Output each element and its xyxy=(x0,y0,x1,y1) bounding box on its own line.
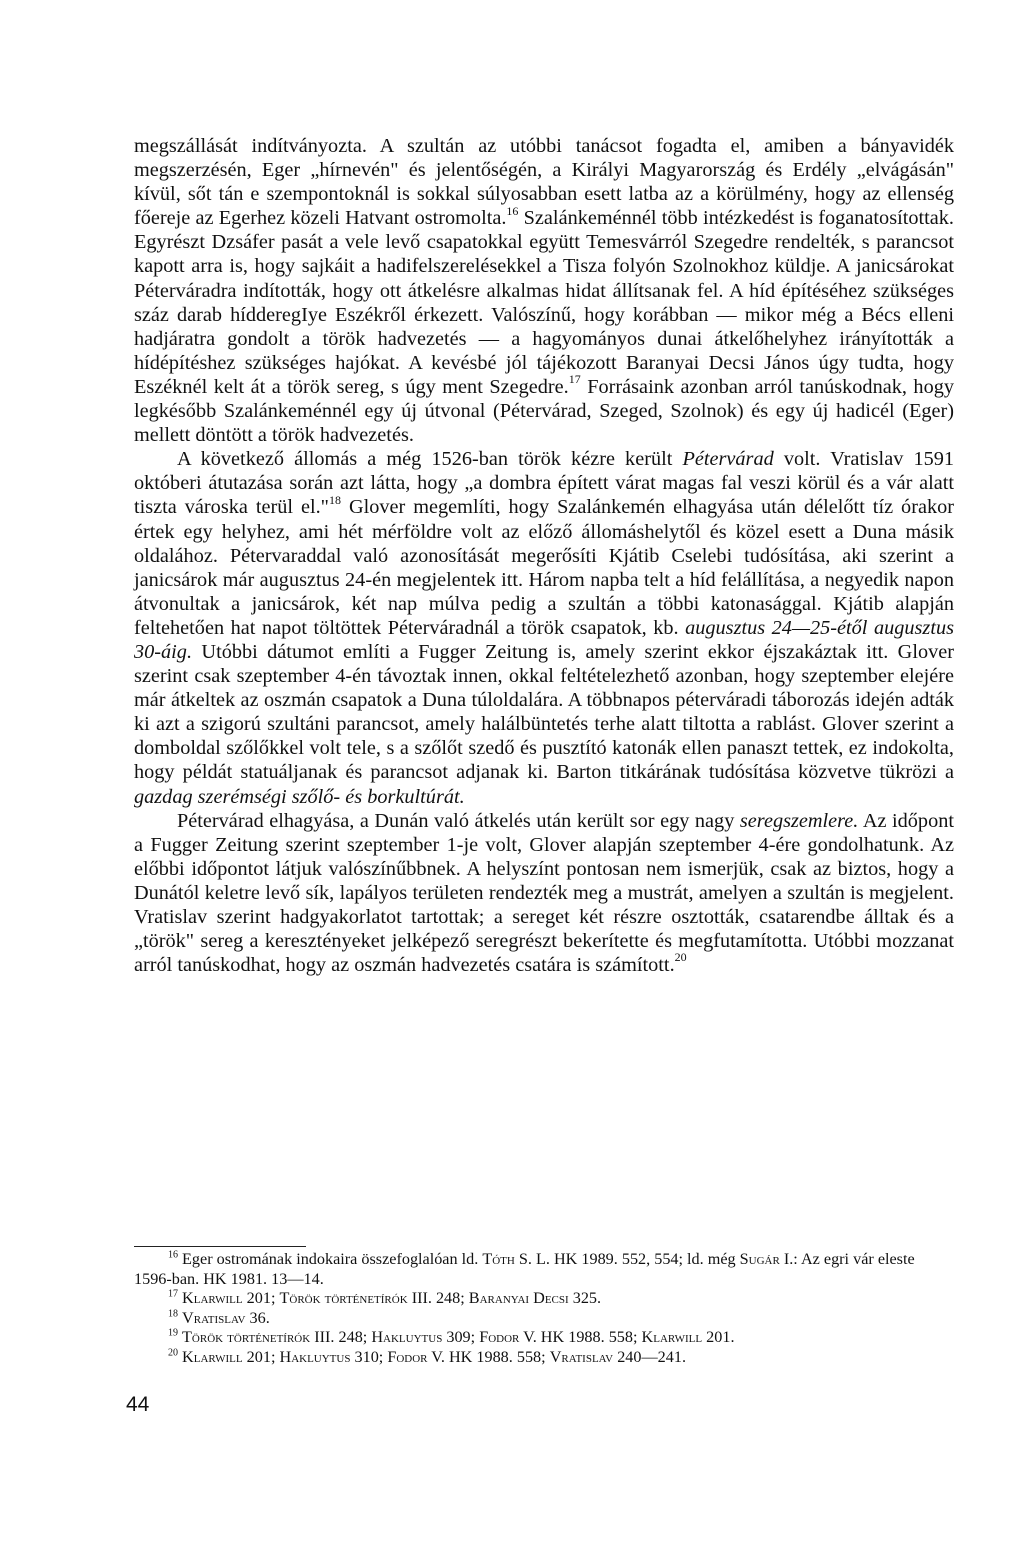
paragraph-2-italic-a: Pétervárad xyxy=(682,448,774,471)
footnote-text: 201. xyxy=(702,1328,735,1347)
footnote-16 xyxy=(134,1250,954,1289)
paragraph-1-text-b: Szalánkeménnél több intézkedést is foganatosítottak. Egyrészt Dzsáfer pasát a vele levő csapatokkal együtt Temesvárról Szegedre rendelték, s parancsot kapott arra is, hogy sajkáit a hadifelszerelésekkel a Tisza folyón Szolnokhoz küldje. A janicsárokat Péterváradra indították, hogy ott átkelésre alkalmas hidat állítsanak fel. A híd építéséhez szükséges száz darab hídderegIye Eszékről érkezett. Valószínű, hogy korábban — mikor még a Bécs elleni hadjáratra gondolt a török hadvezetés — a hagyományos dunai átkelőhelyhez irányították a hídépítéshez szükséges hajókat. A kevésbé jól tájékozott Baranyai Decsi János úgy tudta, hogy Eszéknél kelt át a török sereg, s úgy ment Szegedre. xyxy=(134,207,954,398)
paragraph-3 xyxy=(134,809,954,978)
paragraph-1 xyxy=(134,134,954,447)
paragraph-2-italic-c: gazdag szerémségi szőlő- és borkultúrát. xyxy=(134,785,465,808)
footnote-text: 309; xyxy=(442,1328,480,1347)
footnote-text: III. 248; xyxy=(407,1289,469,1308)
footnote-ref-20: 20 xyxy=(674,950,687,965)
paragraph-3-text-a: Pétervárad elhagyása, a Dunán való átkelés után került sor egy nagy xyxy=(177,809,740,832)
footnote-number: 17 xyxy=(168,1288,178,1300)
footnote-author: Vratislav xyxy=(549,1347,614,1366)
footnote-author: Sugár xyxy=(739,1250,780,1268)
footnote-author: Török történetírók xyxy=(279,1289,408,1308)
footnote-number: 18 xyxy=(168,1308,178,1320)
footnotes xyxy=(134,1250,954,1368)
footnote-ref-16: 16 xyxy=(506,203,519,218)
footnote-text: 240—241. xyxy=(613,1347,686,1366)
footnote-20 xyxy=(134,1348,954,1368)
footnote-text: III. 248; xyxy=(310,1328,372,1347)
main-text xyxy=(134,134,954,977)
paragraph-2-text-a: A következő állomás a még 1526-ban török kézre került xyxy=(177,448,683,471)
footnote-author: Fodor xyxy=(479,1328,520,1347)
page-number: 44 xyxy=(126,1393,150,1416)
footnote-number: 16 xyxy=(168,1249,178,1261)
footnote-author: Klarwill xyxy=(641,1328,703,1347)
footnote-text: I.: Az egri vár eleste 1596-ban. HK 1981. 13—14. xyxy=(134,1250,915,1288)
footnote-author: Hakluytus xyxy=(279,1347,351,1366)
paragraph-1-text-c: Forrásaink azonban arról tanúskodnak, hogy legkésőbb Szalánkeménnél egy új útvonal (Pétervárad, Szeged, Szolnok) és egy új hadicél (Eger) mellett döntött a török hadvezetés. xyxy=(134,375,954,447)
footnote-text: V. HK 1988. 558; xyxy=(519,1328,642,1347)
footnote-author: Hakluytus xyxy=(371,1328,443,1347)
footnote-separator xyxy=(134,1246,306,1247)
footnote-author: Baranyai Decsi xyxy=(468,1289,569,1308)
footnote-ref-17: 17 xyxy=(568,372,581,387)
footnote-author: Klarwill xyxy=(182,1289,243,1308)
footnote-text: 325. xyxy=(568,1289,602,1308)
footnote-text: 310; xyxy=(350,1347,388,1366)
paragraph-3-italic-a: seregszemlere. xyxy=(739,809,859,832)
footnote-number: 19 xyxy=(168,1327,178,1339)
footnote-ref-18: 18 xyxy=(328,492,341,507)
paragraph-1-text-a: megszállását indítványozta. A szultán az utóbbi tanácsot fogadta el, amiben a bányavidék megszerzésén, Eger „hírnevén" és jelentőségén, a Királyi Magyarország és Erdély „elvágásán" kívül, sőt tán e szempontoknál is sokkal súlyosabban esett latba az a körülmény, hogy az ellenség főereje az Egerhez közeli Hatvant ostromolta. xyxy=(134,135,954,230)
footnote-text: 201; xyxy=(242,1347,280,1366)
footnote-author: Török történetírók xyxy=(182,1328,311,1347)
footnote-text: S. L. HK 1989. 552, 554; ld. még xyxy=(514,1250,740,1268)
footnote-text: V. HK 1988. 558; xyxy=(427,1347,550,1366)
footnote-text: 201; xyxy=(242,1289,280,1308)
paragraph-2 xyxy=(134,447,954,808)
paragraph-2-italic-b: augusztus 24—25-étől augusztus 30-áig. xyxy=(134,616,954,663)
footnote-19 xyxy=(134,1328,954,1348)
paragraph-2-text-d: Utóbbi dátumot említi a Fugger Zeitung is, amely szerint ekkor éjszakáztak itt. Glover szerint csak szeptember 4-én távoztak innen, okkal feltételezhető azonban, hogy szeptember elejére már átkeltek az oszmán csapatok a Duna túloldalára. A többnapos péterváradi táborozás idején adták ki azt a szigorú szultáni parancsot, amely halálbüntetés terhe alatt tiltotta a rablást. Glover szerint a domboldal szőlőkkel volt tele, s a szőlőt szedő és pusztító katonák ellen panaszt tettek, ez indokolta, hogy példát statuáljanak és parancsot adjanak ki. Barton titkárának tudósítása közvetve tükrözi a xyxy=(134,640,954,784)
paragraph-2-text-c: Glover megemlíti, hogy Szalánkemén elhagyása után délelőtt tíz órakor értek egy helyhez, ami hét mérföldre volt az előző állomáshelytől és közel esett a Duna másik oldalához. Pétervaraddal való azonosítását megerősíti Kjátib Cselebi tudósítása, aki szerint a janicsárok már augusztus 24-én megjelentek itt. Három napba telt a híd felállítása, a negyedik napon átvonultak a janicsárok, két nap múlva pedig a szultán a többi katonasággal. Kjátib alapján feltehetően hat napot töltöttek Péterváradnál a török csapatok, kb. xyxy=(134,496,954,639)
footnote-text: Eger ostromának indokaira összefoglalóan ld. xyxy=(182,1250,483,1268)
footnote-author: Vratislav xyxy=(182,1308,246,1327)
footnote-17 xyxy=(134,1289,954,1309)
footnote-author: Fodor xyxy=(387,1347,428,1366)
footnote-text: 36. xyxy=(245,1308,270,1327)
footnote-author: Tóth xyxy=(482,1250,515,1268)
footnote-18 xyxy=(134,1309,954,1329)
footnote-author: Klarwill xyxy=(182,1347,243,1366)
paragraph-2-text-b: volt. Vratislav 1591 októberi átutazása során azt látta, hogy „a dombra épített várat magas fal veszi körül és a vár alatt tiszta városka terül el." xyxy=(134,448,955,519)
footnote-number: 20 xyxy=(168,1347,178,1359)
paragraph-3-text-b: Az időpont a Fugger Zeitung szerint szeptember 1-je volt, Glover alapján szeptember 4-ére gondolhatunk. Az előbbi időpontot látjuk valószínűbbnek. A helyszínt pontosan nem ismerjük, csak az biztos, hogy a Dunától keletre levő sík, lapályos területen rendezték meg a mustrát, amelyen a szultán is megjelent. Vratislav szerint hadgyakorlatot tartottak; a sereget két részre osztották, csatarendbe álltak és a „török" sereg a keresztényeket jelképező seregrészt bekerítette és megfutamította. Utóbbi mozzanat arról tanúskodhat, hogy az oszmán hadvezetés csatára is számított. xyxy=(134,809,954,977)
